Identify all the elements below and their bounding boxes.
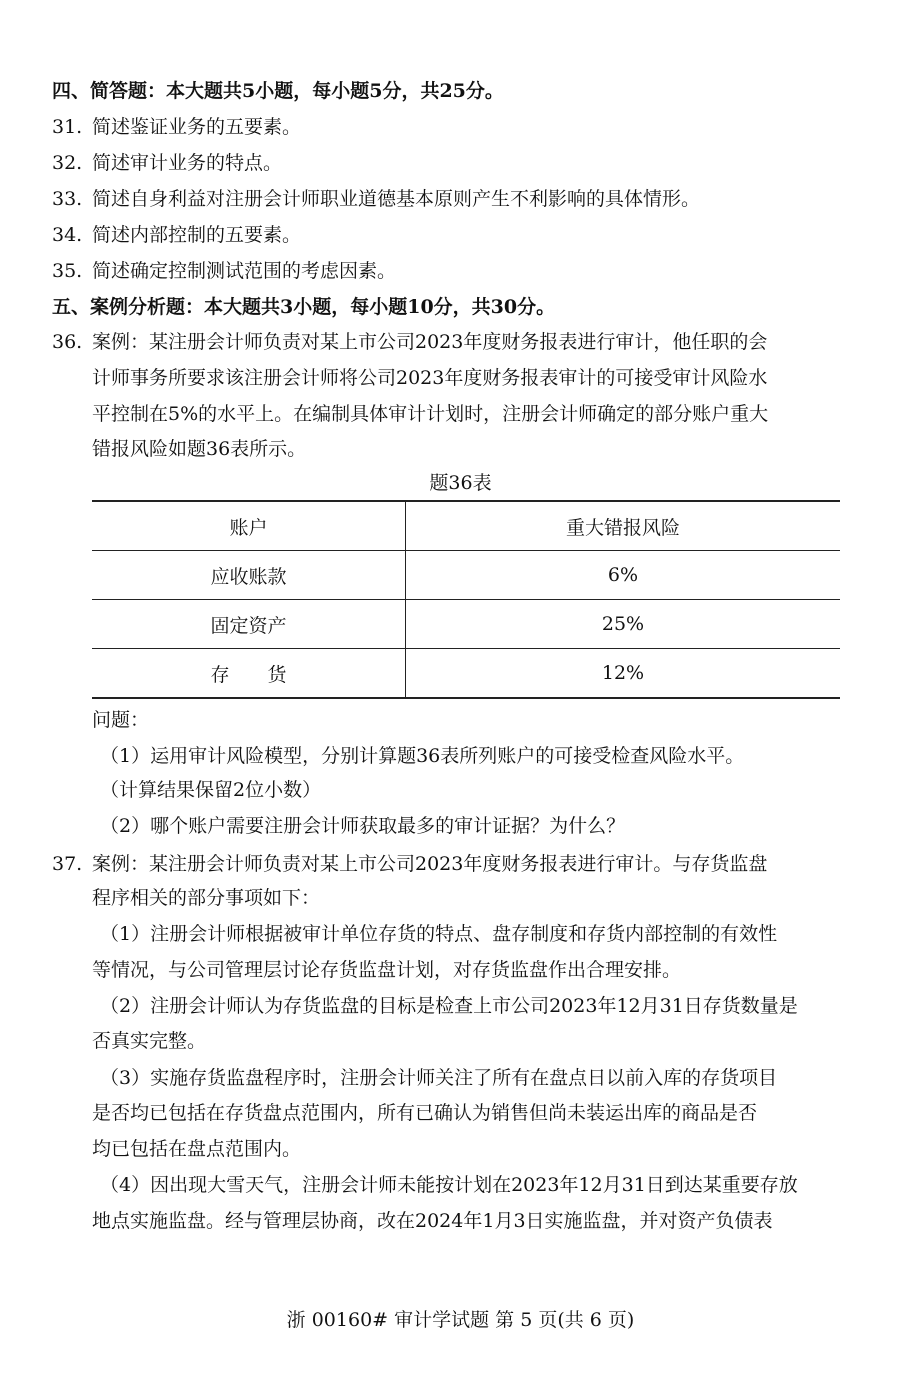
- case-line: 计师事务所要求该注册会计师将公司2023年度财务报表审计的可接受审计风险水: [92, 367, 768, 389]
- question-number: 36.: [52, 331, 83, 353]
- section-heading-case-analysis: 五、案例分析题：本大题共3小题，每小题10分，共30分。: [52, 296, 556, 318]
- table-cell-risk: 25%: [406, 600, 841, 649]
- question-text: 简述鉴证业务的五要素。: [92, 116, 302, 138]
- case-line: （3）实施存货监盘程序时，注册会计师关注了所有在盘点日以前入库的存货项目: [100, 1067, 778, 1089]
- question-text: 简述审计业务的特点。: [92, 152, 283, 174]
- case-line: 均已包括在盘点范围内。: [92, 1138, 302, 1160]
- table-cell-account: 固定资产: [92, 600, 406, 649]
- question-number: 35.: [52, 260, 83, 282]
- question-text: 简述确定控制测试范围的考虑因素。: [92, 260, 397, 282]
- sub-question-note: （计算结果保留2位小数）: [100, 779, 322, 801]
- table-cell-account: 存 货: [92, 649, 406, 699]
- table-row: [92, 551, 840, 600]
- case-line: 等情况，与公司管理层讨论存货监盘计划，对存货监盘作出合理安排。: [92, 959, 682, 981]
- table-header-risk: 重大错报风险: [406, 501, 841, 551]
- question-number: 32.: [52, 152, 83, 174]
- case-line: （4）因出现大雪天气，注册会计师未能按计划在2023年12月31日到达某重要存放: [100, 1174, 798, 1196]
- table-row: [92, 600, 840, 649]
- case-line: 否真实完整。: [92, 1030, 207, 1052]
- question-number: 34.: [52, 224, 83, 246]
- case-line: 案例：某注册会计师负责对某上市公司2023年度财务报表进行审计。与存货监盘: [92, 853, 768, 875]
- case-line: 错报风险如题36表所示。: [92, 438, 307, 460]
- question-label: 问题：: [92, 709, 150, 731]
- question-number: 33.: [52, 188, 83, 210]
- table-cell-risk: 6%: [406, 551, 841, 600]
- section-heading-short-answer: 四、简答题：本大题共5小题，每小题5分，共25分。: [52, 80, 504, 102]
- case-line: 案例：某注册会计师负责对某上市公司2023年度财务报表进行审计，他任职的会: [92, 331, 768, 353]
- question-number: 31.: [52, 116, 83, 138]
- table-caption: 题36表: [429, 472, 492, 494]
- page-footer: 浙 00160# 审计学试题 第 5 页(共 6 页): [286, 1309, 635, 1331]
- case-line: 程序相关的部分事项如下：: [92, 887, 321, 909]
- table-cell-risk: 12%: [406, 649, 841, 699]
- case-line: （2）注册会计师认为存货监盘的目标是检查上市公司2023年12月31日存货数量是: [100, 995, 798, 1017]
- risk-table: [92, 500, 840, 699]
- table-header-row: [92, 501, 840, 551]
- table-cell-account: 应收账款: [92, 551, 406, 600]
- question-text: 简述自身利益对注册会计师职业道德基本原则产生不利影响的具体情形。: [92, 188, 701, 210]
- table-header-account: 账户: [92, 501, 406, 551]
- table-row: [92, 649, 840, 699]
- case-line: （1）注册会计师根据被审计单位存货的特点、盘存制度和存货内部控制的有效性: [100, 923, 778, 945]
- question-text: 简述内部控制的五要素。: [92, 224, 302, 246]
- sub-question: （2）哪个账户需要注册会计师获取最多的审计证据？为什么？: [100, 815, 626, 837]
- question-number: 37.: [52, 853, 83, 875]
- case-line: 是否均已包括在存货盘点范围内，所有已确认为销售但尚未装运出库的商品是否: [92, 1102, 758, 1124]
- sub-question: （1）运用审计风险模型，分别计算题36表所列账户的可接受检查风险水平。: [100, 745, 745, 767]
- case-line: 地点实施监盘。经与管理层协商，改在2024年1月3日实施监盘，并对资产负债表: [92, 1210, 773, 1232]
- case-line: 平控制在5%的水平上。在编制具体审计计划时，注册会计师确定的部分账户重大: [92, 403, 769, 425]
